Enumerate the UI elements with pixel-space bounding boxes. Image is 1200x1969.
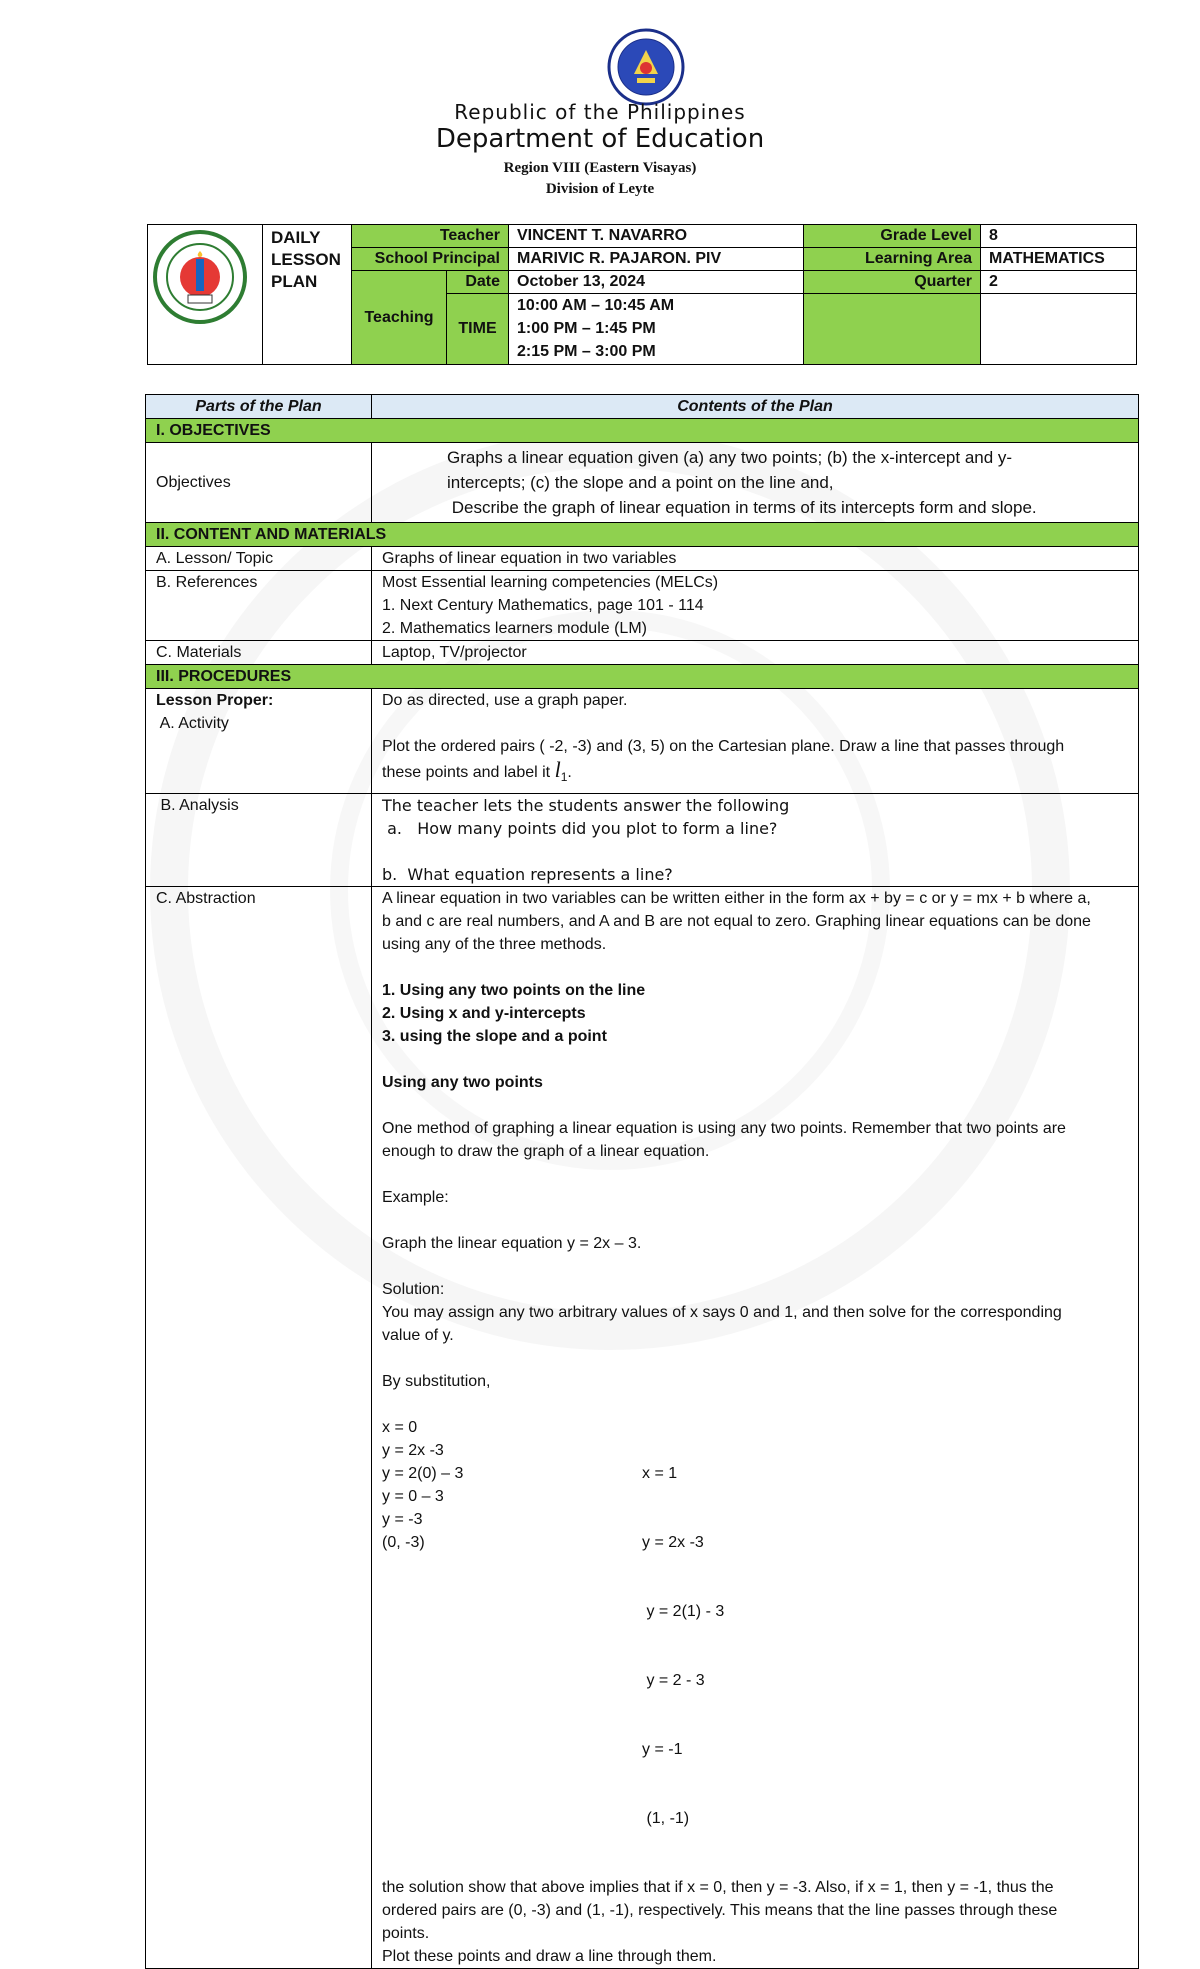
right-step: y = 2(1) - 3 <box>642 1603 725 1621</box>
principal-label: School Principal <box>352 248 509 271</box>
analysis-line-1: The teacher lets the students answer the following <box>382 796 790 816</box>
objective-line-2: intercepts; (c) the slope and a point on the line and, <box>447 473 834 492</box>
school-logo-icon <box>152 229 248 325</box>
substitution-right <box>642 1416 902 1876</box>
info-table <box>147 224 1137 365</box>
left-step: y = 2(0) – 3 <box>382 1465 464 1483</box>
analysis-line-3: b. What equation represents a line? <box>382 865 673 885</box>
line-label-sub: 1 <box>560 770 568 785</box>
right-step: y = -1 <box>642 1741 683 1759</box>
teaching-label: Teaching <box>352 271 447 365</box>
activity-period: . <box>567 764 572 781</box>
dlp-line3: PLAN <box>271 272 318 291</box>
left-step: y = 2x -3 <box>382 1442 444 1460</box>
abstraction-content <box>372 887 1139 1969</box>
materials-label: C. Materials <box>146 641 372 665</box>
objectives-content <box>372 443 1139 523</box>
activity-label: A. Activity <box>156 715 229 732</box>
col1-header: Parts of the Plan <box>146 395 372 419</box>
graph-equation: Graph the linear equation y = 2x – 3. <box>382 1235 642 1253</box>
analysis-label: B. Analysis <box>146 794 372 887</box>
col2-header: Contents of the Plan <box>372 395 1139 419</box>
activity-content <box>372 689 1139 794</box>
section-objectives: I. OBJECTIVES <box>146 419 1139 443</box>
section-content: II. CONTENT AND MATERIALS <box>146 523 1139 547</box>
time-1: 10:00 AM – 10:45 AM <box>517 297 675 314</box>
division-title: Division of Leyte <box>545 181 655 197</box>
region-title: Region VIII (Eastern Visayas) <box>503 160 697 176</box>
quarter-label: Quarter <box>804 271 981 294</box>
time-3: 2:15 PM – 3:00 PM <box>517 343 656 360</box>
solution-label: Solution: <box>382 1281 445 1299</box>
school-logo-cell <box>148 225 263 365</box>
ref-2: 1. Next Century Mathematics, page 101 - 114 <box>382 597 704 614</box>
teacher-value: VINCENT T. NAVARRO <box>509 225 804 248</box>
objectives-label: Objectives <box>146 443 372 523</box>
objective-line-3: Describe the graph of linear equation in terms of its intercepts form and slope. <box>447 498 1037 517</box>
time-2: 1:00 PM – 1:45 PM <box>517 320 656 337</box>
section-procedures: III. PROCEDURES <box>146 665 1139 689</box>
left-step: x = 0 <box>382 1419 418 1437</box>
activity-line-2: Plot the ordered pairs ( -2, -3) and (3, 5) on the Cartesian plane. Draw a line that passes through <box>382 738 1065 755</box>
deped-seal-icon <box>607 28 685 106</box>
references-content <box>372 571 1139 641</box>
empty-green-cell <box>804 294 981 365</box>
analysis-content <box>372 794 1139 887</box>
dlp-title-cell <box>263 225 352 365</box>
activity-label-cell <box>146 689 372 794</box>
materials-value: Laptop, TV/projector <box>372 641 1139 665</box>
empty-cell <box>981 294 1137 365</box>
objective-line-1: Graphs a linear equation given (a) any two points; (b) the x-intercept and y- <box>447 448 1013 467</box>
activity-line-1: Do as directed, use a graph paper. <box>382 692 628 709</box>
example-label: Example: <box>382 1189 449 1207</box>
method-heading: Using any two points <box>382 1074 543 1092</box>
grade-label: Grade Level <box>804 225 981 248</box>
right-step: (1, -1) <box>642 1810 690 1828</box>
department-title: Department of Education <box>435 124 765 154</box>
principal-value: MARIVIC R. PAJARON. PIV <box>509 248 804 271</box>
references-label: B. References <box>146 571 372 641</box>
conclusion-line-4: Plot these points and draw a line through them. <box>382 1948 717 1966</box>
solution-line-1: You may assign any two arbitrary values of x says 0 and 1, and then solve for the corresponding <box>382 1304 1062 1322</box>
right-step: y = 2 - 3 <box>642 1672 705 1690</box>
republic-title: Republic of the Philippines <box>454 100 746 124</box>
left-step: y = 0 – 3 <box>382 1488 444 1506</box>
left-step: (0, -3) <box>382 1534 425 1552</box>
abs-line-5: enough to draw the graph of a linear equation. <box>382 1143 710 1161</box>
conclusion-line-3: points. <box>382 1925 430 1943</box>
ref-3: 2. Mathematics learners module (LM) <box>382 620 647 637</box>
ref-1: Most Essential learning competencies (MELCs) <box>382 574 719 591</box>
abs-line-4: One method of graphing a linear equation is using any two points. Remember that two points are <box>382 1120 1066 1138</box>
time-values <box>509 294 804 365</box>
substitution-left <box>382 1416 642 1876</box>
plan-table <box>145 394 1139 1969</box>
conclusion-line-2: ordered pairs are (0, -3) and (1, -1), respectively. This means that the line passes through these <box>382 1902 1058 1920</box>
method-3: 3. using the slope and a point <box>382 1028 607 1046</box>
left-step: y = -3 <box>382 1511 423 1529</box>
substitution-columns <box>382 1416 1128 1876</box>
teacher-label: Teacher <box>352 225 509 248</box>
lesson-value: Graphs of linear equation in two variables <box>372 547 1139 571</box>
activity-line-3: these points and label it <box>382 764 555 781</box>
quarter-value: 2 <box>981 271 1137 294</box>
date-value: October 13, 2024 <box>509 271 804 294</box>
right-step: x = 1 <box>642 1465 678 1483</box>
lesson-proper-label: Lesson Proper: <box>156 692 274 709</box>
method-2: 2. Using x and y-intercepts <box>382 1005 586 1023</box>
dlp-line1: DAILY <box>271 228 321 247</box>
right-step: y = 2x -3 <box>642 1534 704 1552</box>
area-label: Learning Area <box>804 248 981 271</box>
abs-line-3: using any of the three methods. <box>382 936 607 954</box>
solution-line-2: value of y. <box>382 1327 454 1345</box>
by-substitution: By substitution, <box>382 1373 491 1391</box>
date-label: Date <box>447 271 509 294</box>
grade-value: 8 <box>981 225 1137 248</box>
lesson-label: A. Lesson/ Topic <box>146 547 372 571</box>
abs-line-1: A linear equation in two variables can be written either in the form ax + by = c or y = mx + b where a, <box>382 890 1091 908</box>
method-1: 1. Using any two points on the line <box>382 982 646 1000</box>
conclusion-line-1: the solution show that above implies that if x = 0, then y = -3. Also, if x = 1, then y = -1, thus the <box>382 1879 1054 1897</box>
activity-line-3-wrap <box>382 758 1128 789</box>
abs-line-2: b and c are real numbers, and A and B are not equal to zero. Graphing linear equations can be done <box>382 913 1091 931</box>
line-label-l: l <box>554 757 561 782</box>
abstraction-label: C. Abstraction <box>146 887 372 1969</box>
dlp-line2: LESSON <box>271 250 341 269</box>
area-value: MATHEMATICS <box>981 248 1137 271</box>
time-label: TIME <box>447 294 509 365</box>
analysis-line-2: a. How many points did you plot to form a line? <box>382 819 778 839</box>
